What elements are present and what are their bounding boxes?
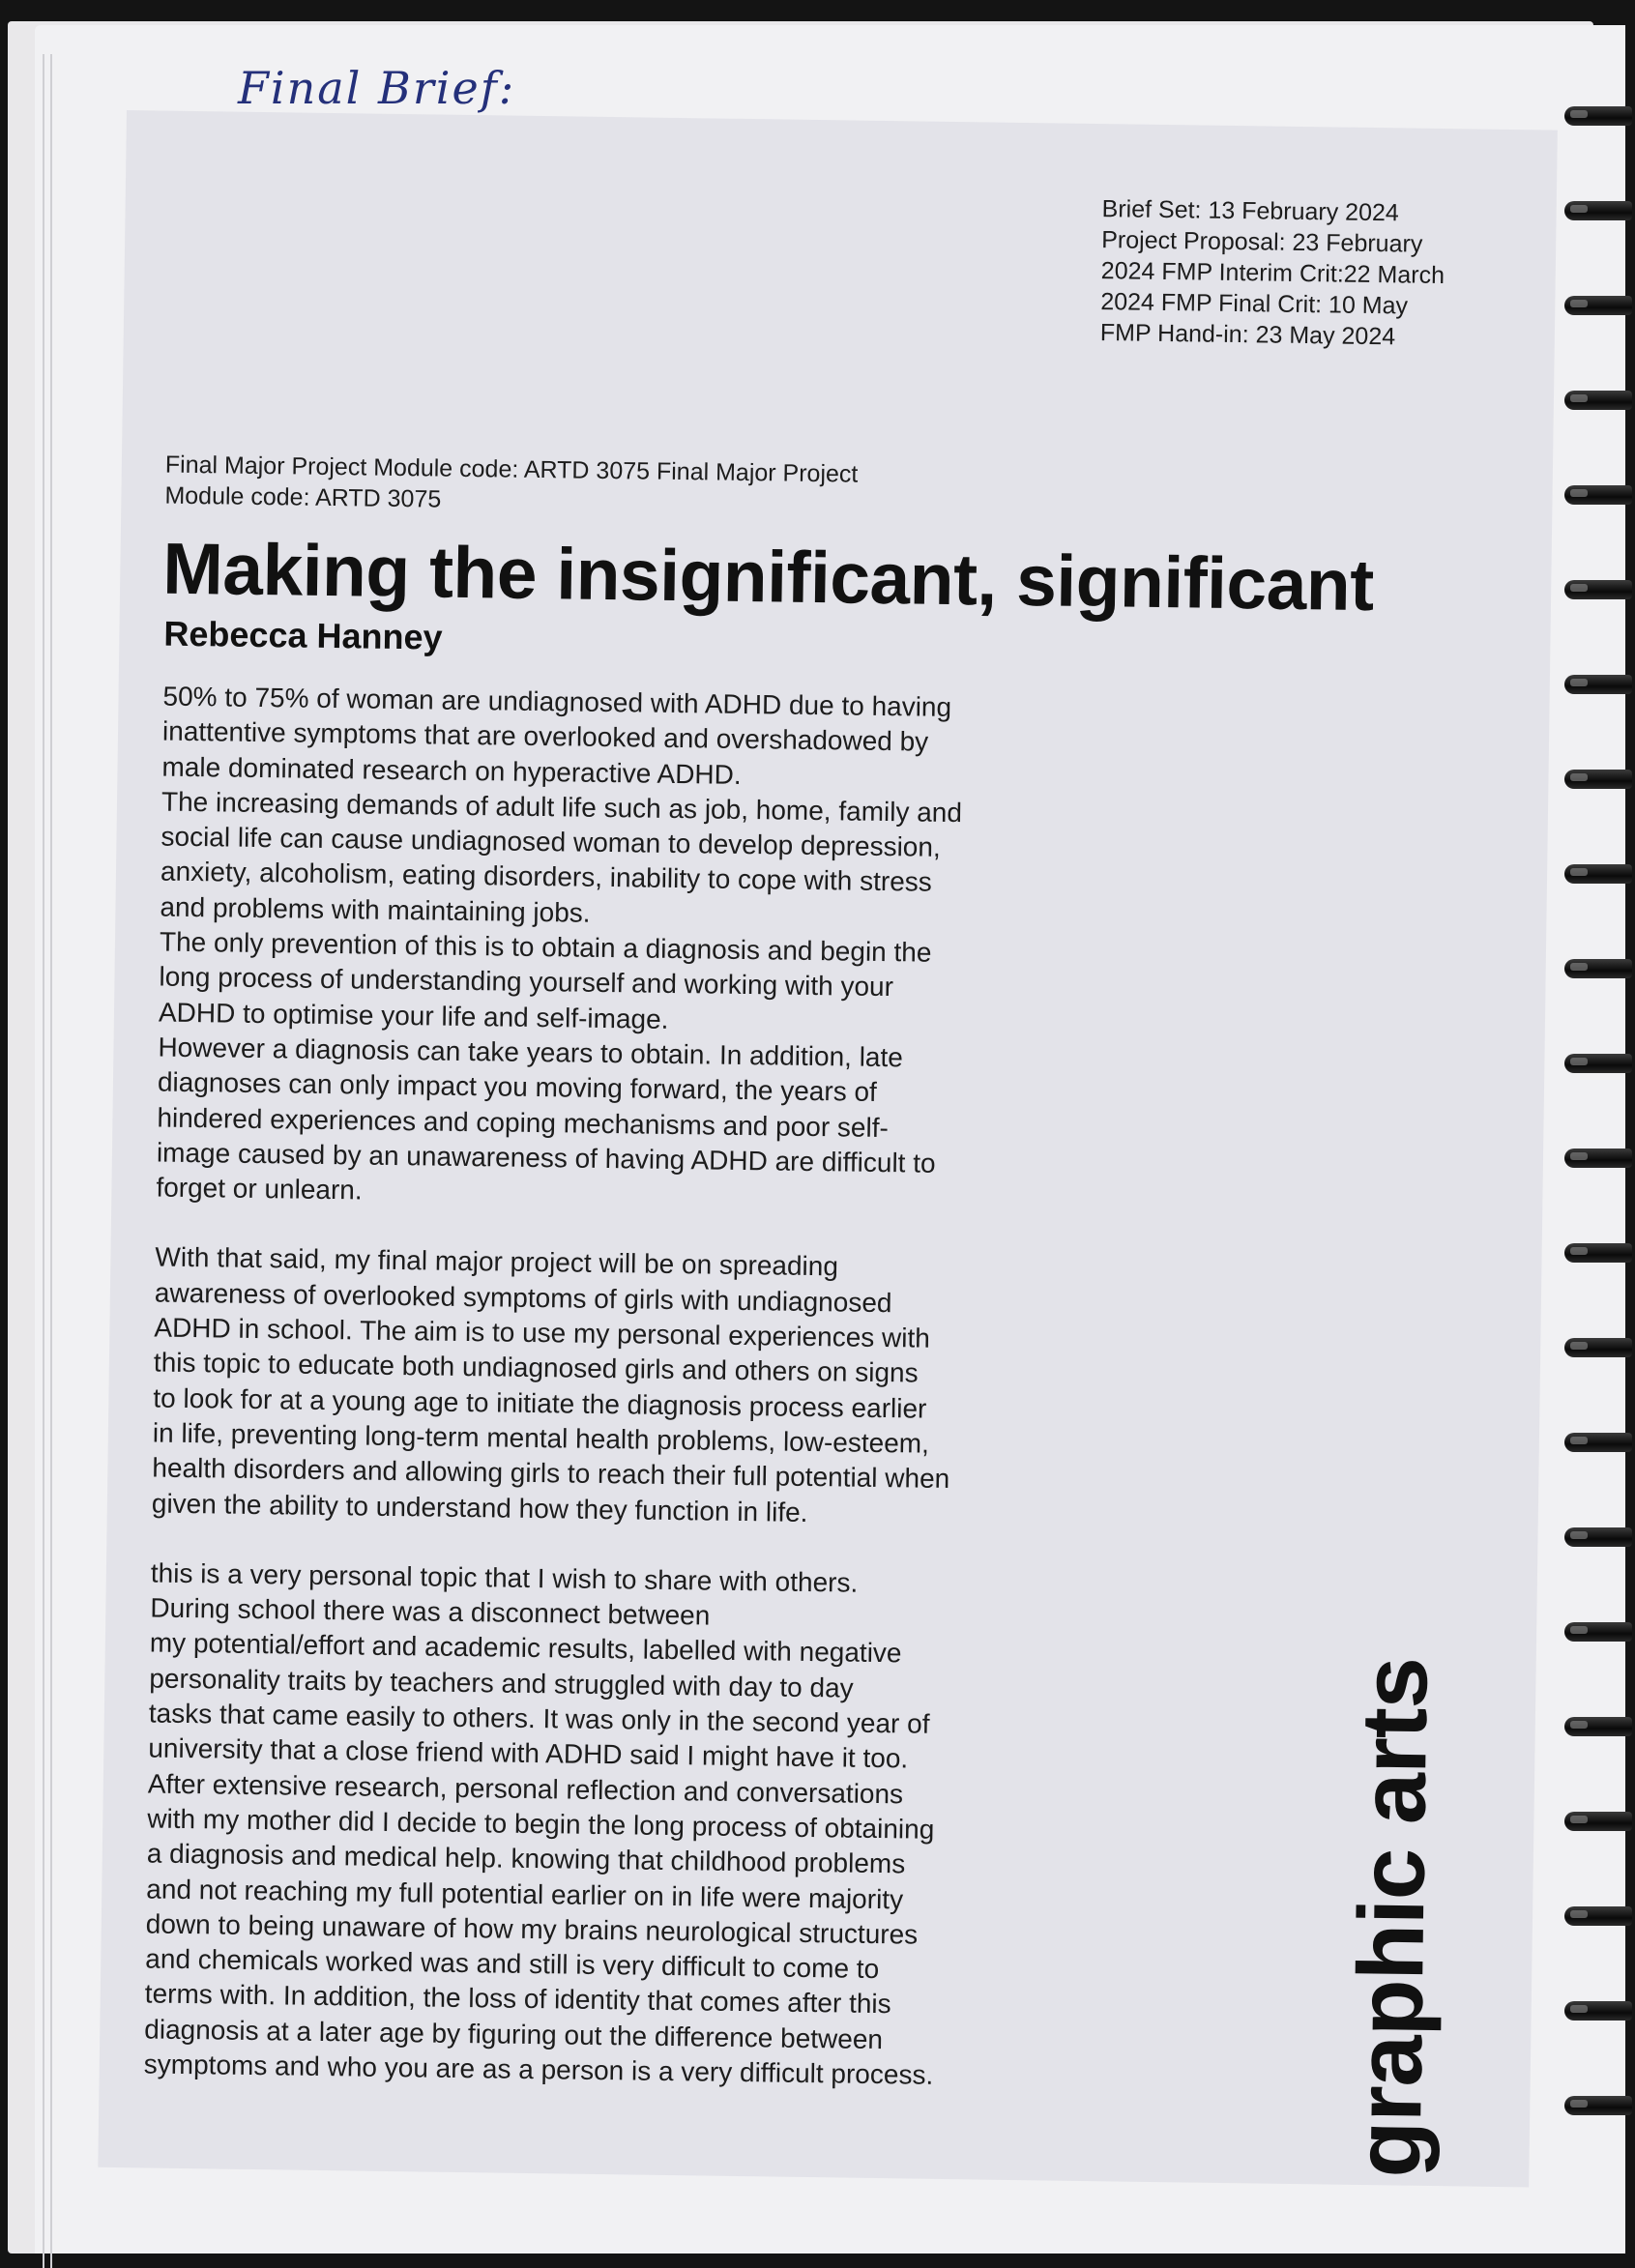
binding-ring	[1564, 296, 1632, 315]
text-line: The increasing demands of adult life such as job, home, family and	[161, 786, 963, 829]
binding-ring	[1564, 1054, 1632, 1073]
text-line: The only prevention of this is to obtain a diagnosis and begin the	[159, 926, 932, 968]
binding-ring	[1564, 201, 1632, 220]
text-line: given the ability to understand how they function in life.	[151, 1488, 808, 1527]
printed-brief	[98, 110, 1558, 2187]
text-line: this topic to educate both undiagnosed girls and others on signs	[153, 1347, 919, 1388]
text-line: forget or unlearn.	[156, 1172, 363, 1206]
text-line: my potential/effort and academic results, labelled with negative	[149, 1627, 902, 1669]
binding-ring	[1564, 1622, 1632, 1642]
binding-ring	[1564, 485, 1632, 505]
date-line: Project Proposal: 23 February	[1101, 226, 1423, 258]
text-line: With that said, my final major project will be on spreading	[155, 1241, 839, 1282]
binding-ring	[1564, 2001, 1632, 2021]
page-title: Making the insignificant, significant	[161, 527, 1375, 626]
text-line: this is a very personal topic that I wish to share with others.	[150, 1557, 859, 1598]
text-line: However a diagnosis can take years to obtain. In addition, late	[158, 1032, 904, 1073]
text-line: in life, preventing long-term mental health problems, low-esteem,	[152, 1417, 930, 1459]
module-line: Module code: ARTD 3075	[164, 481, 442, 513]
binding-ring	[1564, 959, 1632, 978]
handwritten-note: Final Brief:	[238, 62, 516, 114]
body-text	[144, 680, 1034, 2095]
text-line: 50% to 75% of woman are undiagnosed with ADHD due to having	[162, 681, 952, 722]
page-edge	[50, 54, 52, 2268]
text-line: inattentive symptoms that are overlooked and overshadowed by	[161, 715, 929, 757]
text-line: image caused by an unawareness of having ADHD are difficult to	[156, 1137, 936, 1178]
text-line: ADHD to optimise your life and self-image.	[158, 997, 669, 1034]
text-line: diagnoses can only impact you moving forward, the years of	[157, 1066, 878, 1108]
graphic-arts-label: graphic arts	[1336, 1657, 1447, 2179]
text-line: and not reaching my full potential earlier on in life were majority	[146, 1873, 904, 1914]
text-line: anxiety, alcoholism, eating disorders, inability to cope with stress	[160, 857, 933, 898]
dates-block	[1100, 193, 1445, 353]
sketchbook-page	[35, 25, 1625, 2253]
binding-ring	[1564, 1812, 1632, 1831]
binding-ring	[1564, 1906, 1632, 1926]
binding-ring	[1564, 1433, 1632, 1452]
binding-ring	[1564, 1149, 1632, 1168]
text-line: to look for at a young age to initiate the diagnosis process earlier	[153, 1382, 927, 1424]
binding-ring	[1564, 1243, 1632, 1263]
binding-ring	[1564, 1338, 1632, 1357]
binding-ring	[1564, 770, 1632, 789]
binding-ring	[1564, 580, 1632, 599]
text-line: with my mother did I decide to begin the long process of obtaining	[147, 1803, 935, 1845]
spiral-binding	[1564, 106, 1635, 2233]
binding-ring	[1564, 391, 1632, 410]
text-line: hindered experiences and coping mechanisms and poor self-	[157, 1102, 890, 1143]
text-line: social life can cause undiagnosed woman to develop depression,	[161, 821, 941, 863]
text-line: tasks that came easily to others. It was only in the second year of	[148, 1698, 930, 1739]
binding-ring	[1564, 864, 1632, 884]
text-line: awareness of overlooked symptoms of girls with undiagnosed	[154, 1277, 892, 1318]
binding-ring	[1564, 675, 1632, 694]
text-line: long process of understanding yourself and working with your	[159, 961, 894, 1003]
binding-ring	[1564, 2096, 1632, 2115]
binding-ring	[1564, 106, 1632, 126]
text-line: university that a close friend with ADHD said I might have it too.	[148, 1732, 909, 1774]
text-line: health disorders and allowing girls to reach their full potential when	[152, 1452, 950, 1495]
date-line: 2024 FMP Interim Crit:22 March	[1100, 257, 1445, 290]
text-line: During school there was a disconnect between	[150, 1592, 711, 1631]
module-line: Final Major Project Module code: ARTD 3075 Final Major Project	[164, 451, 859, 488]
text-line: After extensive research, personal reflection and conversations	[147, 1768, 904, 1809]
binding-ring	[1564, 1527, 1632, 1547]
author-name: Rebecca Hanney	[163, 613, 443, 657]
text-line: personality traits by teachers and struggled with day to day	[149, 1663, 854, 1703]
page-edge	[43, 54, 44, 2268]
date-line: FMP Hand-in: 23 May 2024	[1099, 319, 1396, 351]
text-line: ADHD in school. The aim is to use my personal experiences with	[154, 1312, 931, 1353]
module-info	[164, 450, 858, 521]
text-line: symptoms and who you are as a person is a very difficult process.	[143, 2049, 934, 2090]
text-line: diagnosis at a later age by figuring out the difference between	[144, 2014, 884, 2054]
text-line: male dominated research on hyperactive ADHD.	[161, 751, 742, 790]
text-line: and problems with maintaining jobs.	[160, 891, 591, 928]
binding-ring	[1564, 1717, 1632, 1736]
date-line: Brief Set: 13 February 2024	[1101, 195, 1399, 227]
text-line: a diagnosis and medical help. knowing that childhood problems	[146, 1838, 906, 1879]
text-line: down to being unaware of how my brains neurological structures	[145, 1908, 919, 1950]
text-line: terms with. In addition, the loss of identity that comes after this	[144, 1978, 891, 2020]
text-line: and chemicals worked was and still is very difficult to come to	[145, 1943, 880, 1985]
date-line: 2024 FMP Final Crit: 10 May	[1100, 288, 1409, 320]
